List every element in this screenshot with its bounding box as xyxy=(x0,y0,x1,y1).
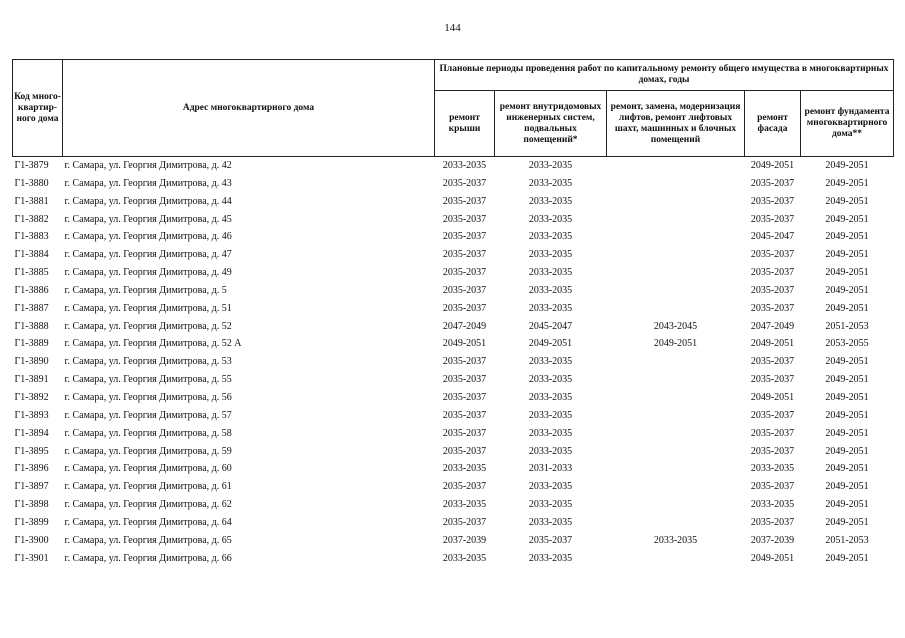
cell-facade: 2035-2037 xyxy=(750,177,795,189)
cell-code: Г1-3879 xyxy=(14,160,49,171)
table-row xyxy=(13,371,894,389)
cell-systems: 2033-2035 xyxy=(528,195,573,207)
cell-systems: 2033-2035 xyxy=(528,356,573,368)
cell-address: г. Самара, ул. Георгия Димитрова, д. 47 xyxy=(64,249,232,261)
cell-facade: 2037-2039 xyxy=(750,534,795,546)
cell-foundation: 2049-2051 xyxy=(825,463,869,475)
cell-foundation: 2049-2051 xyxy=(825,267,869,279)
cell-roof: 2035-2037 xyxy=(442,481,487,493)
cell-systems: 2045-2047 xyxy=(528,320,573,332)
cell-address: г. Самара, ул. Георгия Димитрова, д. 52 А xyxy=(64,338,242,350)
cell-address: г. Самара, ул. Георгия Димитрова, д. 60 xyxy=(64,463,232,475)
cell-address: г. Самара, ул. Георгия Димитрова, д. 56 xyxy=(64,391,232,403)
cell-address: г. Самара, ул. Георгия Димитрова, д. 45 xyxy=(64,213,232,225)
cell-code: Г1-3888 xyxy=(14,320,49,332)
cell-facade: 2035-2037 xyxy=(750,427,795,439)
table-row xyxy=(13,228,894,246)
cell-systems: 2033-2035 xyxy=(528,409,573,421)
cell-code: Г1-3894 xyxy=(14,427,49,439)
table-row xyxy=(13,157,894,175)
cell-roof: 2035-2037 xyxy=(442,391,487,403)
table-row xyxy=(13,389,894,407)
cell-foundation: 2049-2051 xyxy=(825,391,869,403)
cell-facade: 2049-2051 xyxy=(750,391,795,403)
cell-roof: 2033-2035 xyxy=(442,499,487,511)
cell-code: Г1-3897 xyxy=(14,481,49,493)
table-row xyxy=(13,532,894,550)
cell-code: Г1-3880 xyxy=(14,177,49,189)
cell-roof: 2035-2037 xyxy=(442,267,487,279)
cell-foundation: 2049-2051 xyxy=(825,374,869,386)
cell-foundation: 2049-2051 xyxy=(825,302,869,314)
cell-roof: 2047-2049 xyxy=(442,320,487,332)
cell-code: Г1-3900 xyxy=(14,534,49,546)
cell-code: Г1-3891 xyxy=(14,374,49,386)
cell-code: Г1-3901 xyxy=(14,552,49,564)
header-address: Адрес многоквартирного дома xyxy=(63,60,435,157)
cell-systems: 2049-2051 xyxy=(528,338,573,350)
cell-foundation: 2049-2051 xyxy=(825,409,869,421)
cell-lifts xyxy=(607,300,745,318)
cell-lifts xyxy=(607,514,745,532)
cell-systems: 2033-2035 xyxy=(528,231,573,243)
page-number: 144 xyxy=(444,22,461,34)
cell-code: Г1-3889 xyxy=(14,338,49,350)
capital-repair-table xyxy=(12,59,894,567)
cell-address: г. Самара, ул. Георгия Димитрова, д. 62 xyxy=(64,499,232,511)
cell-code: Г1-3899 xyxy=(14,516,49,528)
cell-code: Г1-3884 xyxy=(14,249,49,261)
cell-roof: 2035-2037 xyxy=(442,374,487,386)
cell-lifts xyxy=(607,228,745,246)
cell-roof: 2035-2037 xyxy=(442,302,487,314)
cell-facade: 2035-2037 xyxy=(750,445,795,457)
cell-roof: 2035-2037 xyxy=(442,249,487,261)
cell-lifts xyxy=(607,353,745,371)
cell-address: г. Самара, ул. Георгия Димитрова, д. 5 xyxy=(64,284,227,296)
cell-facade: 2035-2037 xyxy=(750,213,795,225)
cell-roof: 2033-2035 xyxy=(442,463,487,475)
cell-code: Г1-3886 xyxy=(14,284,49,296)
cell-address: г. Самара, ул. Георгия Димитрова, д. 55 xyxy=(64,374,232,386)
cell-roof: 2049-2051 xyxy=(442,338,487,350)
table-row xyxy=(13,335,894,353)
cell-lifts xyxy=(607,371,745,389)
cell-facade: 2035-2037 xyxy=(750,356,795,368)
cell-foundation: 2049-2051 xyxy=(825,284,869,296)
cell-systems: 2033-2035 xyxy=(528,374,573,386)
cell-foundation: 2049-2051 xyxy=(825,195,869,207)
cell-foundation: 2049-2051 xyxy=(825,231,869,243)
cell-foundation: 2049-2051 xyxy=(825,427,869,439)
cell-systems: 2033-2035 xyxy=(528,499,573,511)
cell-facade: 2033-2035 xyxy=(750,463,795,475)
cell-facade: 2035-2037 xyxy=(750,195,795,207)
cell-facade: 2033-2035 xyxy=(750,499,795,511)
cell-lifts xyxy=(607,478,745,496)
table-row xyxy=(13,478,894,496)
cell-facade: 2035-2037 xyxy=(750,374,795,386)
cell-foundation: 2049-2051 xyxy=(825,213,869,225)
cell-roof: 2035-2037 xyxy=(442,356,487,368)
cell-systems: 2033-2035 xyxy=(528,302,573,314)
cell-code: Г1-3890 xyxy=(14,356,49,368)
cell-facade: 2035-2037 xyxy=(750,249,795,261)
cell-address: г. Самара, ул. Георгия Димитрова, д. 59 xyxy=(64,445,232,457)
header-code: Код много-квартир-ного дома xyxy=(13,60,63,157)
header-lifts: ремонт, замена, модернизация лифтов, ремонт лифтовых шахт, машинных и блочных помещений xyxy=(607,91,745,157)
cell-systems: 2033-2035 xyxy=(528,445,573,457)
cell-roof: 2035-2037 xyxy=(442,445,487,457)
header-periods-group: Плановые периоды проведения работ по капитальному ремонту общего имущества в многоквартирных домах, годы xyxy=(435,60,894,91)
cell-address: г. Самара, ул. Георгия Димитрова, д. 51 xyxy=(64,302,232,314)
cell-roof: 2035-2037 xyxy=(442,427,487,439)
cell-systems: 2033-2035 xyxy=(528,160,573,171)
table-row xyxy=(13,407,894,425)
cell-address: г. Самара, ул. Георгия Димитрова, д. 53 xyxy=(64,356,232,368)
header-foundation: ремонт фундамента многоквартирного дома** xyxy=(801,91,894,157)
table-row xyxy=(13,443,894,461)
cell-lifts xyxy=(607,496,745,514)
table-row xyxy=(13,282,894,300)
cell-facade: 2035-2037 xyxy=(750,284,795,296)
cell-foundation: 2049-2051 xyxy=(825,481,869,493)
cell-address: г. Самара, ул. Георгия Димитрова, д. 42 xyxy=(64,160,232,171)
table-row xyxy=(13,175,894,193)
cell-address: г. Самара, ул. Георгия Димитрова, д. 46 xyxy=(64,231,232,243)
cell-foundation: 2049-2051 xyxy=(825,499,869,511)
cell-address: г. Самара, ул. Георгия Димитрова, д. 64 xyxy=(64,516,232,528)
cell-systems: 2033-2035 xyxy=(528,177,573,189)
cell-foundation: 2051-2053 xyxy=(825,534,869,546)
cell-roof: 2035-2037 xyxy=(442,409,487,421)
cell-code: Г1-3896 xyxy=(14,463,49,475)
cell-systems: 2033-2035 xyxy=(528,284,573,296)
header-facade: ремонт фасада xyxy=(745,91,801,157)
cell-lifts: 2049-2051 xyxy=(653,338,698,350)
cell-facade: 2035-2037 xyxy=(750,409,795,421)
table-row xyxy=(13,496,894,514)
table-row xyxy=(13,264,894,282)
cell-systems: 2033-2035 xyxy=(528,267,573,279)
cell-address: г. Самара, ул. Георгия Димитрова, д. 52 xyxy=(64,320,232,332)
cell-roof: 2035-2037 xyxy=(442,177,487,189)
cell-foundation: 2049-2051 xyxy=(825,552,869,564)
cell-lifts xyxy=(607,282,745,300)
cell-systems: 2033-2035 xyxy=(528,249,573,261)
cell-lifts xyxy=(607,211,745,229)
cell-code: Г1-3893 xyxy=(14,409,49,421)
cell-lifts: 2043-2045 xyxy=(653,320,698,332)
cell-code: Г1-3885 xyxy=(14,267,49,279)
cell-lifts xyxy=(607,550,745,568)
cell-facade: 2035-2037 xyxy=(750,516,795,528)
cell-lifts xyxy=(607,157,745,175)
header-row-top xyxy=(13,60,894,91)
cell-lifts xyxy=(607,407,745,425)
header-systems: ремонт внутридомовых инженерных систем, подвальных помещений* xyxy=(495,91,607,157)
cell-facade: 2035-2037 xyxy=(750,481,795,493)
cell-facade: 2049-2051 xyxy=(750,552,795,564)
cell-facade: 2045-2047 xyxy=(750,231,795,243)
header-roof: ремонт крыши xyxy=(435,91,495,157)
cell-foundation: 2051-2053 xyxy=(825,320,869,332)
cell-systems: 2033-2035 xyxy=(528,481,573,493)
table-row xyxy=(13,425,894,443)
cell-foundation: 2049-2051 xyxy=(825,249,869,261)
cell-roof: 2037-2039 xyxy=(442,534,487,546)
cell-lifts xyxy=(607,389,745,407)
cell-facade: 2035-2037 xyxy=(750,267,795,279)
table-row xyxy=(13,193,894,211)
cell-roof: 2033-2035 xyxy=(442,552,487,564)
cell-foundation: 2049-2051 xyxy=(825,445,869,457)
cell-foundation: 2049-2051 xyxy=(825,160,869,171)
cell-roof: 2035-2037 xyxy=(442,284,487,296)
cell-address: г. Самара, ул. Георгия Димитрова, д. 49 xyxy=(64,267,232,279)
cell-address: г. Самара, ул. Георгия Димитрова, д. 61 xyxy=(64,481,232,493)
cell-code: Г1-3898 xyxy=(14,499,49,511)
cell-roof: 2035-2037 xyxy=(442,231,487,243)
cell-address: г. Самара, ул. Георгия Димитрова, д. 58 xyxy=(64,427,232,439)
cell-lifts xyxy=(607,193,745,211)
cell-lifts xyxy=(607,175,745,193)
cell-roof: 2035-2037 xyxy=(442,516,487,528)
cell-lifts xyxy=(607,460,745,478)
cell-code: Г1-3883 xyxy=(14,231,49,243)
cell-code: Г1-3892 xyxy=(14,391,49,403)
cell-address: г. Самара, ул. Георгия Димитрова, д. 44 xyxy=(64,195,232,207)
cell-code: Г1-3882 xyxy=(14,213,49,225)
cell-address: г. Самара, ул. Георгия Димитрова, д. 66 xyxy=(64,552,232,564)
cell-lifts xyxy=(607,246,745,264)
cell-foundation: 2049-2051 xyxy=(825,177,869,189)
cell-facade: 2049-2051 xyxy=(750,160,795,171)
cell-foundation: 2049-2051 xyxy=(825,356,869,368)
table-row xyxy=(13,550,894,568)
table-row xyxy=(13,211,894,229)
cell-systems: 2033-2035 xyxy=(528,516,573,528)
cell-foundation: 2053-2055 xyxy=(825,338,869,350)
cell-systems: 2031-2033 xyxy=(528,463,573,475)
table-body xyxy=(13,157,894,568)
cell-code: Г1-3887 xyxy=(14,302,49,314)
cell-systems: 2033-2035 xyxy=(528,427,573,439)
table-row xyxy=(13,460,894,478)
cell-foundation: 2049-2051 xyxy=(825,516,869,528)
cell-address: г. Самара, ул. Георгия Димитрова, д. 57 xyxy=(64,409,232,421)
cell-roof: 2035-2037 xyxy=(442,213,487,225)
cell-systems: 2033-2035 xyxy=(528,552,573,564)
cell-roof: 2035-2037 xyxy=(442,195,487,207)
cell-code: Г1-3881 xyxy=(14,195,49,207)
cell-systems: 2033-2035 xyxy=(528,213,573,225)
table-row xyxy=(13,246,894,264)
cell-lifts: 2033-2035 xyxy=(653,534,698,546)
cell-lifts xyxy=(607,264,745,282)
table-row xyxy=(13,514,894,532)
cell-facade: 2049-2051 xyxy=(750,338,795,350)
cell-facade: 2047-2049 xyxy=(750,320,795,332)
table-row xyxy=(13,353,894,371)
cell-systems: 2035-2037 xyxy=(528,534,573,546)
table-row xyxy=(13,318,894,336)
cell-lifts xyxy=(607,443,745,461)
cell-systems: 2033-2035 xyxy=(528,391,573,403)
table-row xyxy=(13,300,894,318)
cell-lifts xyxy=(607,425,745,443)
cell-address: г. Самара, ул. Георгия Димитрова, д. 43 xyxy=(64,177,232,189)
cell-address: г. Самара, ул. Георгия Димитрова, д. 65 xyxy=(64,534,232,546)
cell-code: Г1-3895 xyxy=(14,445,49,457)
cell-roof: 2033-2035 xyxy=(442,160,487,171)
cell-facade: 2035-2037 xyxy=(750,302,795,314)
